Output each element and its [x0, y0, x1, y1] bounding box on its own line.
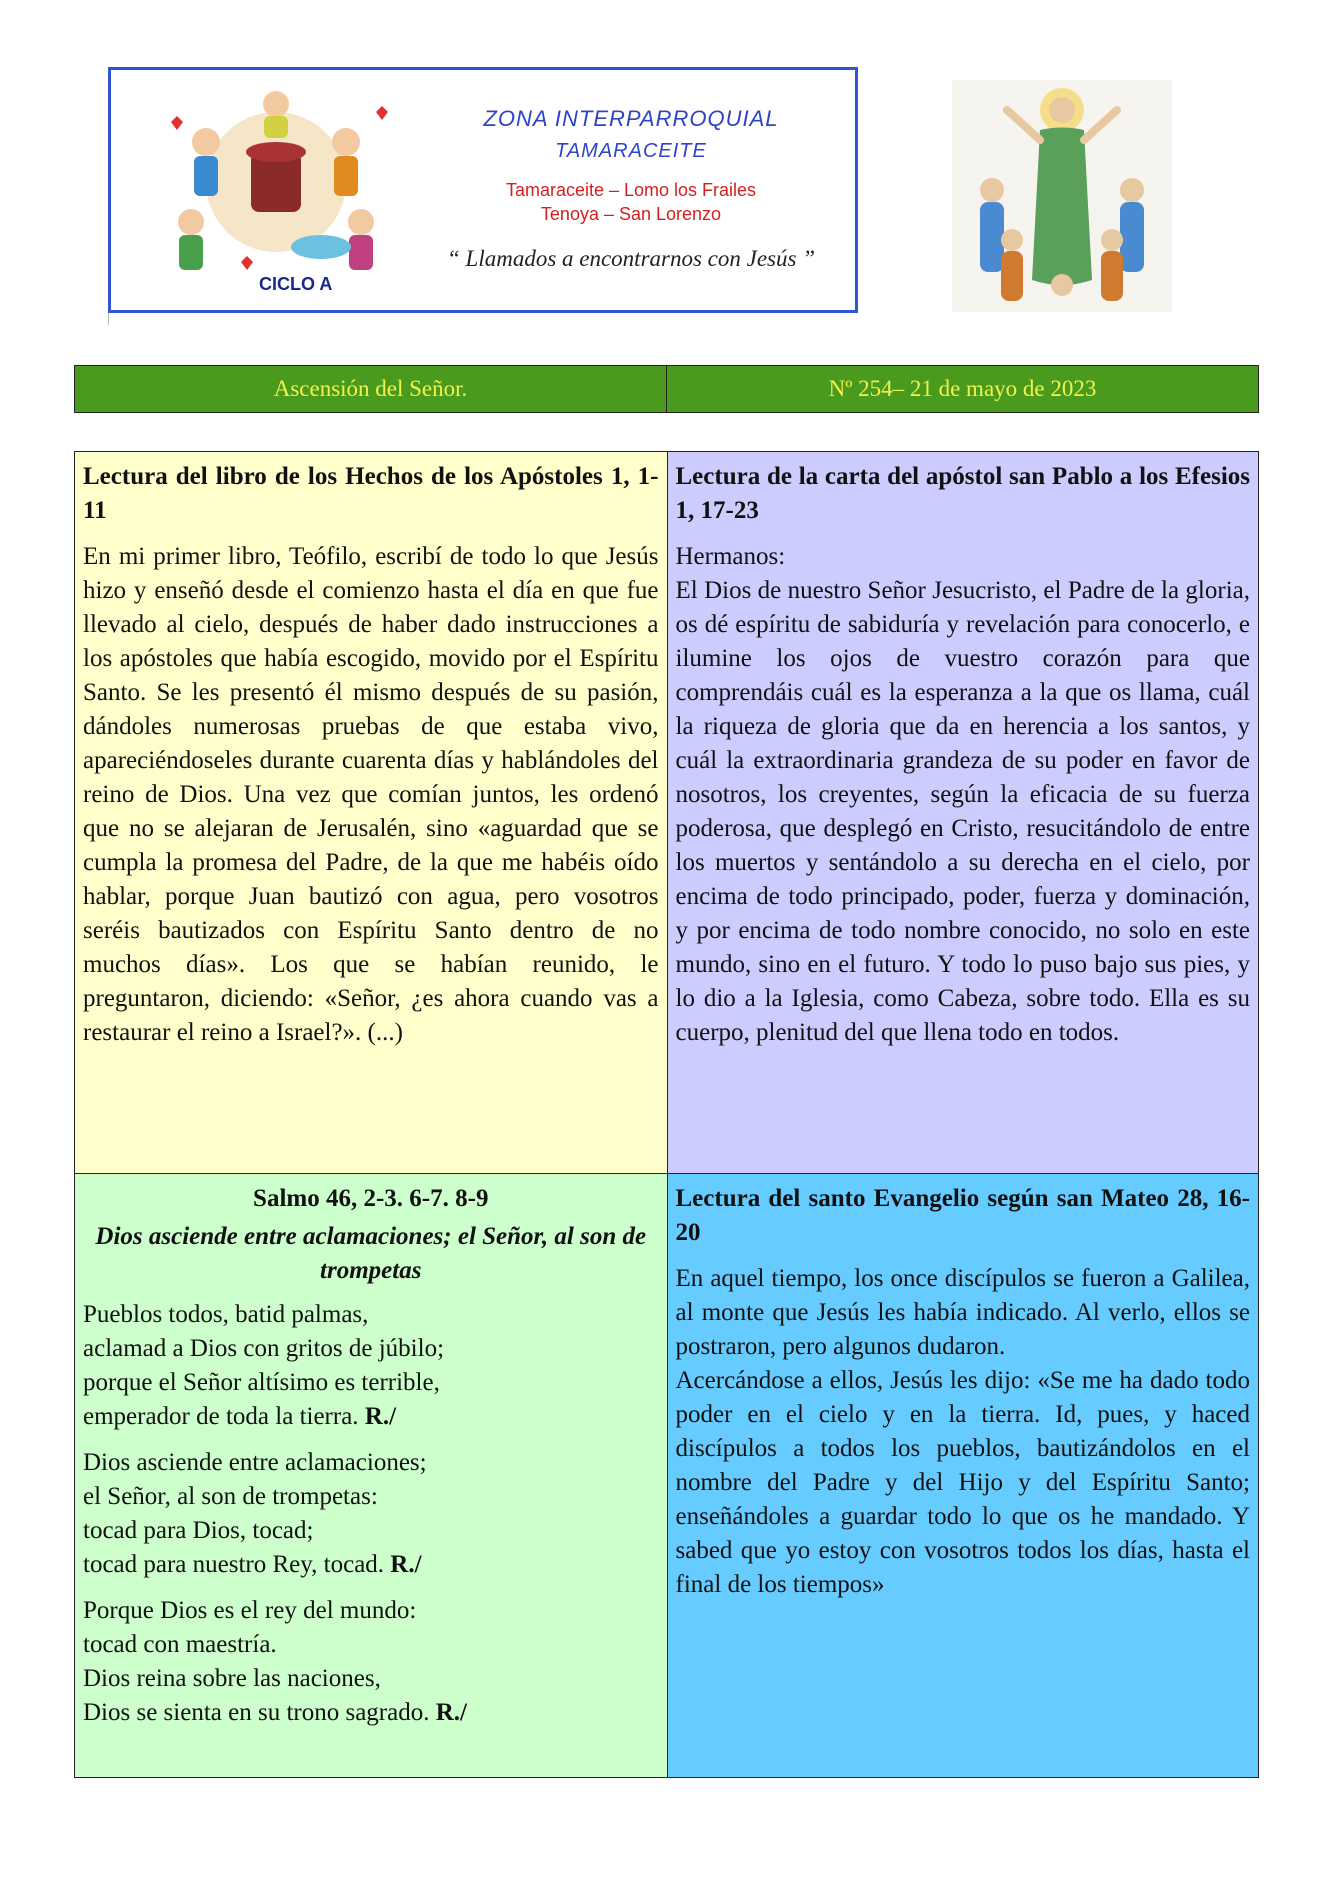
header-divider — [108, 313, 109, 325]
second-reading-text — [676, 540, 1251, 1050]
stanza-last-line — [83, 1548, 659, 1582]
feast-title: Ascensión del Señor. — [273, 376, 468, 401]
stanza-last-line — [83, 1696, 659, 1730]
stanza-line: el Señor, al son de trompetas: — [83, 1483, 378, 1510]
psalm-stanza-1 — [83, 1298, 659, 1434]
psalm-title: Salmo 46, 2-3. 6-7. 8-9 — [253, 1185, 489, 1212]
motto: “ Llamados a encontrarnos con Jesús ” — [446, 246, 815, 271]
stanza-line-text: Dios se sienta en su trono sagrado. — [83, 1699, 430, 1726]
readings-grid — [74, 451, 1259, 1778]
stanza-line-text: tocad para nuestro Rey, tocad. — [83, 1551, 385, 1578]
parishes — [451, 178, 811, 226]
parishes-line-1: Tamaraceite – Lomo los Frailes — [505, 180, 757, 200]
stanza-line: Porque Dios es el rey del mundo: — [83, 1597, 417, 1624]
cycle-label: CICLO A — [259, 274, 333, 294]
readings-row-1 — [75, 452, 1258, 1173]
response-marker: R./ — [390, 1551, 422, 1578]
response-marker: R./ — [364, 1403, 397, 1430]
psalm-antiphon: Dios asciende entre aclamaciones; el Señor, al son de trompetas — [95, 1223, 647, 1284]
psalm-stanza-2 — [83, 1446, 659, 1582]
stanza-line: tocad con maestría. — [83, 1631, 277, 1658]
community-illustration — [151, 82, 401, 282]
stanza-line-text: emperador de toda la tierra. — [83, 1403, 359, 1430]
zone-title: ZONA INTERPARROQUIAL — [483, 106, 779, 131]
gospel-text — [676, 1262, 1251, 1602]
title-banner — [74, 365, 1259, 413]
second-reading-greeting: Hermanos: — [675, 543, 786, 570]
gospel-paragraph-2: Acercándose a ellos, Jesús les dijo: «Se me ha dado todo poder en el cielo y en la tierra. Id, pues, y haced discípulos a todos los pueblos, bautizándolos en el nombre del Padre y del Hijo y del Espíritu Santo; enseñándoles a guardar todo lo que os he mandado. Y sabed que yo estoy con vosotros todos los días, hasta el final de los tiempos» — [675, 1367, 1250, 1598]
stanza-line: porque el Señor altísimo es terrible, — [83, 1369, 440, 1396]
stanza-last-line — [83, 1400, 659, 1434]
stanza-line: tocad para Dios, tocad; — [83, 1517, 314, 1544]
stanza-line: aclamad a Dios con gritos de júbilo; — [83, 1335, 445, 1362]
readings-row-2 — [75, 1173, 1258, 1777]
gospel-title: Lectura del santo Evangelio según san Mateo 28, 16-20 — [675, 1185, 1250, 1246]
response-marker: R./ — [435, 1699, 467, 1726]
first-reading-body: En mi primer libro, Teófilo, escribí de todo lo que Jesús hizo y enseñó desde el comienzo hasta el día en que fue llevado al cielo, después de haber dado instrucciones a los apóstoles que había escogido, movido por el Espíritu Santo. Se les presentó él mismo después de su pasión, dándoles numerosas pruebas de que estaba vivo, apareciéndoseles durante cuarenta días y hablándoles del reino de Dios. Una vez que comían juntos, les ordenó que no se alejaran de Jerusalén, sino «aguardad que se cumpla la promesa del Padre, de la que me habéis oído hablar, porque Juan bautizó con agua, pero vosotros seréis bautizados con Espíritu Santo dentro de no muchos días». Los que se habían reunido, le preguntaron, diciendo: «Señor, ¿es ahora cuando vas a restaurar el reino a Israel?». (...) — [83, 543, 659, 1046]
gospel-paragraph-1: En aquel tiempo, los once discípulos se fueron a Galilea, al monte que Jesús les había indicado. Al verlo, ellos se postraron, pero algunos dudaron. — [675, 1265, 1250, 1360]
stanza-line: Pueblos todos, batid palmas, — [83, 1301, 369, 1328]
zone-subtitle: TAMARACEITE — [555, 140, 707, 162]
second-reading-title: Lectura de la carta del apóstol san Pablo a los Efesios 1, 17-23 — [675, 463, 1250, 524]
ascension-illustration — [952, 80, 1172, 312]
second-reading-body: El Dios de nuestro Señor Jesucristo, el Padre de la gloria, os dé espíritu de sabiduría y revelación para conocerlo, e ilumine los ojos de vuestro corazón para que comprendáis cuál es la esperanza a la que os llama, cuál la riqueza de gloria que da en herencia a los santos, y cuál la extraordinaria grandeza de su poder en favor de nosotros, los creyentes, según la eficacia de su fuerza poderosa, que desplegó en Cristo, resucitándolo de entre los muertos y sentándolo a su derecha en el cielo, por encima de todo principado, poder, fuerza y dominación, y por encima de todo nombre conocido, no solo en este mundo, sino en el futuro. Y todo lo puso bajo sus pies, y lo dio a la Iglesia, como Cabeza, sobre todo. Ella es su cuerpo, plenitud del que llena todo en todos. — [675, 577, 1250, 1046]
header-box — [108, 67, 858, 313]
psalm — [75, 1174, 667, 1777]
stanza-line: Dios reina sobre las naciones, — [83, 1665, 381, 1692]
gospel — [667, 1174, 1259, 1777]
first-reading — [75, 452, 667, 1173]
psalm-stanza-3 — [83, 1594, 659, 1730]
first-reading-title: Lectura del libro de los Hechos de los Apóstoles 1, 1-11 — [83, 463, 659, 524]
second-reading — [667, 452, 1259, 1173]
stanza-line: Dios asciende entre aclamaciones; — [83, 1449, 427, 1476]
parishes-line-2: Tenoya – San Lorenzo — [540, 204, 722, 224]
issue-number-date: Nº 254– 21 de mayo de 2023 — [666, 366, 1258, 412]
